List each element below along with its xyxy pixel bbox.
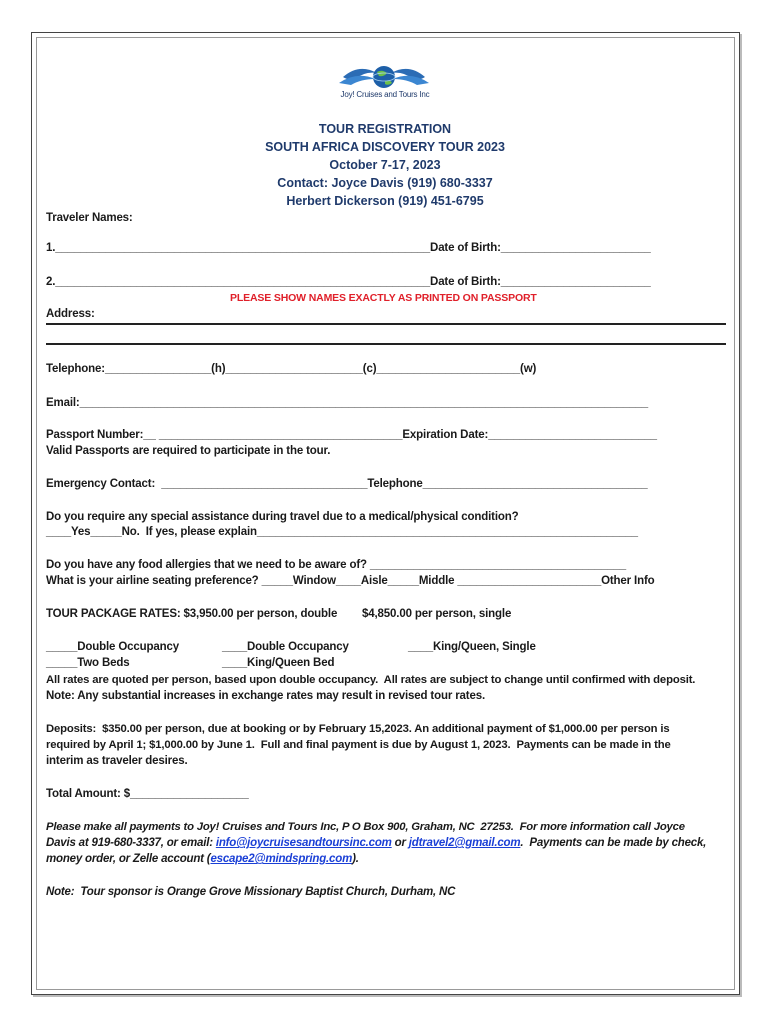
tour-name: SOUTH AFRICA DISCOVERY TOUR 2023 [265,140,505,154]
passport-field[interactable]: Passport Number:__ _______________________________________Expiration Date:___________________________ [46,429,657,441]
jdtravel-email-link[interactable]: jdtravel2@gmail.com [408,837,521,849]
rates-note: All rates are quoted per person, based upon double occupancy. All rates are subject to change until confirmed with deposit. [46,674,696,686]
zelle-close: ). [352,853,359,865]
passport-name-notice: PLEASE SHOW NAMES EXACTLY AS PRINTED ON PASSPORT [230,292,537,304]
special-assistance-answer[interactable]: ____Yes_____No. If yes, please explain_____________________________________________________________ [46,526,638,538]
sponsor-note: Note: Tour sponsor is Orange Grove Missionary Baptist Church, Durham, NC [46,886,456,898]
zelle-email-link[interactable]: escape2@mindspring.com [210,853,353,865]
total-amount-field[interactable]: Total Amount: $___________________ [46,788,249,800]
address-line-2[interactable] [46,343,726,345]
deposit-line-2: required by April 1; $1,000.00 by June 1. Full and final payment is due by August 1, 2023. Payments can be made in the [46,739,671,751]
contact-2: Herbert Dickerson (919) 451-6795 [286,194,484,208]
logo-text: Joy! Cruises and Tours Inc [340,90,430,99]
valid-passport-note: Valid Passports are required to participate in the tour. [46,445,331,457]
traveler-1-field[interactable]: 1.____________________________________________________________Date of Birth:________________________ [46,242,651,254]
emergency-contact-field[interactable]: Emergency Contact: _________________________________Telephone____________________________________ [46,478,648,490]
option-single[interactable]: ____King/Queen, Single [408,641,536,653]
deposit-line-1: Deposits: $350.00 per person, due at booking or by February 15,2023. An additional payment of $1,000.00 per person is [46,723,670,735]
seating-preference-field[interactable]: What is your airline seating preference? _____Window____Aisle_____Middle _______________________Other Info [46,575,655,587]
zelle-text: money order, or Zelle account ( [46,853,211,865]
payment-line-1: Please make all payments to Joy! Cruises and Tours Inc, P O Box 900, Graham, NC 27253. For more information call Joyce [46,821,685,833]
option-king-queen-bed: ____King/Queen Bed [222,657,335,669]
address-label: Address: [46,308,95,320]
payment-line-2 [46,837,706,849]
traveler-2-field[interactable]: 2.____________________________________________________________Date of Birth:________________________ [46,276,651,288]
option-two-beds: _____Two Beds [46,657,130,669]
exchange-rate-note: Note: Any substantial increases in exchange rates may result in revised tour rates. [46,690,485,702]
email-field[interactable]: Email:___________________________________________________________________________________________ [46,397,648,409]
contact-1: Contact: Joyce Davis (919) 680-3337 [277,176,493,190]
telephone-field[interactable]: Telephone:_________________(h)______________________(c)_______________________(w) [46,363,537,375]
payment-or: or [391,837,409,849]
info-email-link[interactable]: info@joycruisesandtoursinc.com [215,837,392,849]
option-double-king[interactable]: ____Double Occupancy [222,641,349,653]
rate-single: $4,850.00 per person, single [362,608,512,620]
address-line[interactable] [46,323,726,325]
traveler-names-label: Traveler Names: [46,212,133,224]
form-title: TOUR REGISTRATION [318,122,452,136]
payment-methods: . Payments can be made by check, [520,837,707,849]
tour-dates: October 7-17, 2023 [329,158,441,172]
option-double-two-beds[interactable]: _____Double Occupancy [46,641,179,653]
payment-line-3 [46,853,359,865]
special-assistance-question: Do you require any special assistance during travel due to a medical/physical condition? [46,511,519,523]
rate-double: TOUR PACKAGE RATES: $3,950.00 per person, double [46,608,338,620]
deposit-line-3: interim as traveler desires. [46,755,188,767]
payment-text: Davis at 919-680-3337, or email: [46,837,216,849]
food-allergy-field[interactable]: Do you have any food allergies that we need to be aware of? _________________________________________ [46,559,627,571]
